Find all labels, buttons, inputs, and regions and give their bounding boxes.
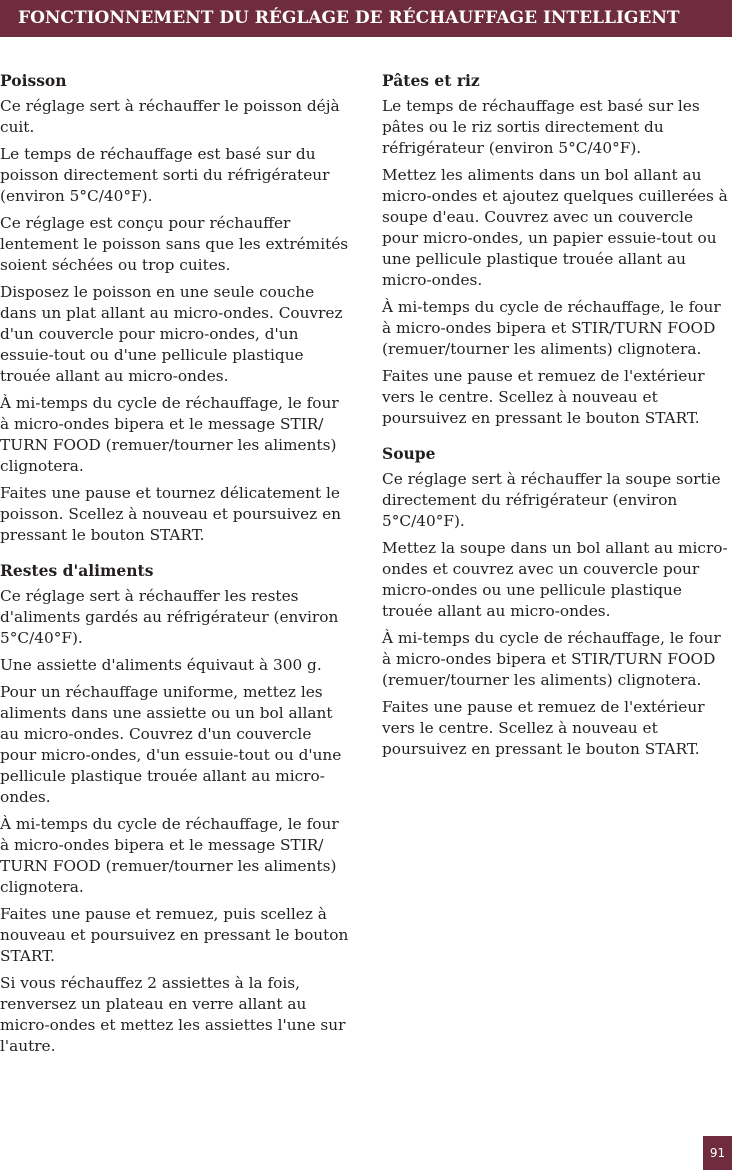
paragraph: Faites une pause et tournez délicatement le poisson. Scellez à nouveau et poursuivez en pressant le bouton START. <box>0 484 342 544</box>
paragraph: Une assiette d'aliments équivaut à 300 g. <box>0 656 322 674</box>
paragraph: Faites une pause et remuez de l'extérieur vers le centre. Scellez à nouveau et poursuivez en pressant le bouton START. <box>382 367 705 427</box>
paragraph: Ce réglage sert à réchauffer les restes d'aliments gardés au réfrigérateur (environ 5°C/40°F). <box>0 587 339 647</box>
paragraph: Faites une pause et remuez de l'extérieur vers le centre. Scellez à nouveau et poursuivez en pressant le bouton START. <box>382 698 705 758</box>
paragraph: Si vous réchauffez 2 assiettes à la fois, renversez un plateau en verre allant au micro-ondes et mettez les assiettes l'une sur l'autre. <box>0 974 346 1055</box>
paragraph: Ce réglage sert à réchauffer le poisson déjà cuit. <box>0 97 340 136</box>
paragraph: À mi-temps du cycle de réchauffage, le four à micro-ondes bipera et le message STIR/ TURN FOOD (remuer/tourner les aliments) clignotera. <box>0 815 339 896</box>
right-column <box>382 71 730 775</box>
paragraph: Ce réglage sert à réchauffer la soupe sortie directement du réfrigérateur (environ 5°C/40°F). <box>382 470 721 530</box>
section-pates-riz <box>382 71 730 429</box>
page-number: 91 <box>703 1136 732 1170</box>
paragraph: Faites une pause et remuez, puis scellez à nouveau et poursuivez en pressant le bouton START. <box>0 905 349 965</box>
paragraph: Disposez le poisson en une seule couche dans un plat allant au micro-ondes. Couvrez d'un couvercle pour micro-ondes, d'un essuie-tout ou d'une pellicule plastique trouée allant au micro-ondes. <box>0 283 343 385</box>
paragraph: À mi-temps du cycle de réchauffage, le four à micro-ondes bipera et le message STIR/ TURN FOOD (remuer/tourner les aliments) clignotera. <box>0 394 339 475</box>
paragraph: À mi-temps du cycle de réchauffage, le four à micro-ondes bipera et STIR/TURN FOOD (remuer/tourner les aliments) clignotera. <box>382 629 721 689</box>
section-title: Soupe <box>382 444 436 463</box>
paragraph: Pour un réchauffage uniforme, mettez les aliments dans une assiette ou un bol allant au micro-ondes. Couvrez d'un couvercle pour micro-ondes, d'un essuie-tout ou d'une pellicule plastique trouée allant au micro-ondes. <box>0 683 342 806</box>
left-column <box>0 71 352 1072</box>
paragraph: Mettez les aliments dans un bol allant au micro-ondes et ajoutez quelques cuillerées à soupe d'eau. Couvrez avec un couvercle pour micro-ondes, un papier essuie-tout ou une pellicule plastique trouée allant au micro-ondes. <box>382 166 728 289</box>
paragraph: Le temps de réchauffage est basé sur du poisson directement sorti du réfrigérateur (environ 5°C/40°F). <box>0 145 330 205</box>
paragraph: À mi-temps du cycle de réchauffage, le four à micro-ondes bipera et STIR/TURN FOOD (remuer/tourner les aliments) clignotera. <box>382 298 721 358</box>
section-restes <box>0 561 352 1057</box>
paragraph: Le temps de réchauffage est basé sur les pâtes ou le riz sortis directement du réfrigérateur (environ 5°C/40°F). <box>382 97 700 157</box>
paragraph: Ce réglage est conçu pour réchauffer lentement le poisson sans que les extrémités soient séchées ou trop cuites. <box>0 214 349 274</box>
section-title: Restes d'aliments <box>0 561 154 580</box>
section-poisson <box>0 71 352 546</box>
paragraph: Mettez la soupe dans un bol allant au micro-ondes et couvrez avec un couvercle pour micro-ondes ou une pellicule plastique trouée allant au micro-ondes. <box>382 539 728 620</box>
section-title: Poisson <box>0 71 67 90</box>
section-title: Pâtes et riz <box>382 71 480 90</box>
page-header: FONCTIONNEMENT DU RÉGLAGE DE RÉCHAUFFAGE INTELLIGENT <box>0 0 732 37</box>
section-soupe <box>382 444 730 760</box>
